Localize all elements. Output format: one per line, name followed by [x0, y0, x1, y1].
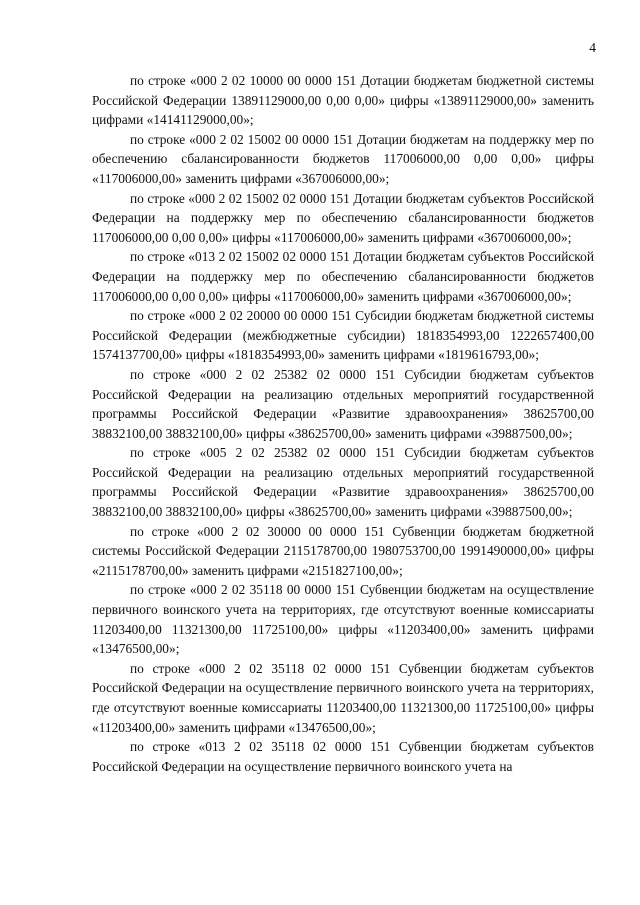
paragraph-6: по строке «000 2 02 25382 02 0000 151 Субсидии бюджетам субъектов Российской Федерации на реализацию отдельных мероприятий государственной программы Российской Федерации «Развитие здравоохранения» 38625700,00 38832100,00 38832100,00» цифры «38625700,00» заменить цифрами «39887500,00»;: [92, 366, 594, 441]
paragraph-9: по строке «000 2 02 35118 00 0000 151 Субвенции бюджетам на осуществление первичного воинского учета на территориях, где отсутствуют военные комиссариаты 11203400,00 11321300,00 11725100,00» цифры «11203400,00» заменить цифрами «13476500,00»;: [92, 582, 594, 657]
paragraph-4: по строке «013 2 02 15002 02 0000 151 Дотации бюджетам субъектов Российской Федерации на поддержку мер по обеспечению сбалансированности бюджетов 117006000,00 0,00 0,00» цифры «117006000,00» заменить цифрами «367006000,00»;: [92, 249, 594, 304]
paragraph-8: по строке «000 2 02 30000 00 0000 151 Субвенции бюджетам бюджетной системы Российской Федерации 2115178700,00 1980753700,00 1991490000,00» цифры «2115178700,00» заменить цифрами «2151827100,00»;: [92, 523, 594, 578]
paragraph-3: по строке «000 2 02 15002 02 0000 151 Дотации бюджетам субъектов Российской Федерации на поддержку мер по обеспечению сбалансированности бюджетов 117006000,00 0,00 0,00» цифры «117006000,00» заменить цифрами «367006000,00»;: [92, 190, 594, 245]
paragraph-11: по строке «013 2 02 35118 02 0000 151 Субвенции бюджетам субъектов Российской Федерации на осуществление первичного воинского учета на: [92, 739, 594, 774]
page-number: 4: [589, 40, 596, 55]
paragraph-10: по строке «000 2 02 35118 02 0000 151 Субвенции бюджетам субъектов Российской Федерации на осуществление первичного воинского учета на территориях, где отсутствуют военные комиссариаты 11203400,00 11321300,00 11725100,00» цифры «11203400,00» заменить цифрами «13476500,00»;: [92, 660, 594, 735]
paragraph-7: по строке «005 2 02 25382 02 0000 151 Субсидии бюджетам субъектов Российской Федерации на реализацию отдельных мероприятий государственной программы Российской Федерации «Развитие здравоохранения» 38625700,00 38832100,00 38832100,00» цифры «38625700,00» заменить цифрами «39887500,00»;: [92, 445, 594, 520]
paragraph-5: по строке «000 2 02 20000 00 0000 151 Субсидии бюджетам бюджетной системы Российской Федерации (межбюджетные субсидии) 1818354993,00 1222657400,00 1574137700,00» цифры «1818354993,00» заменить цифрами «1819616793,00»;: [92, 308, 594, 363]
document-body: [92, 71, 594, 776]
paragraph-1: по строке «000 2 02 10000 00 0000 151 Дотации бюджетам бюджетной системы Российской Федерации 13891129000,00 0,00 0,00» цифры «13891129000,00» заменить цифрами «14141129000,00»;: [92, 73, 594, 128]
paragraph-2: по строке «000 2 02 15002 00 0000 151 Дотации бюджетам на поддержку мер по обеспечению сбалансированности бюджетов 117006000,00 0,00 0,00» цифры «117006000,00» заменить цифрами «367006000,00»;: [92, 131, 594, 186]
